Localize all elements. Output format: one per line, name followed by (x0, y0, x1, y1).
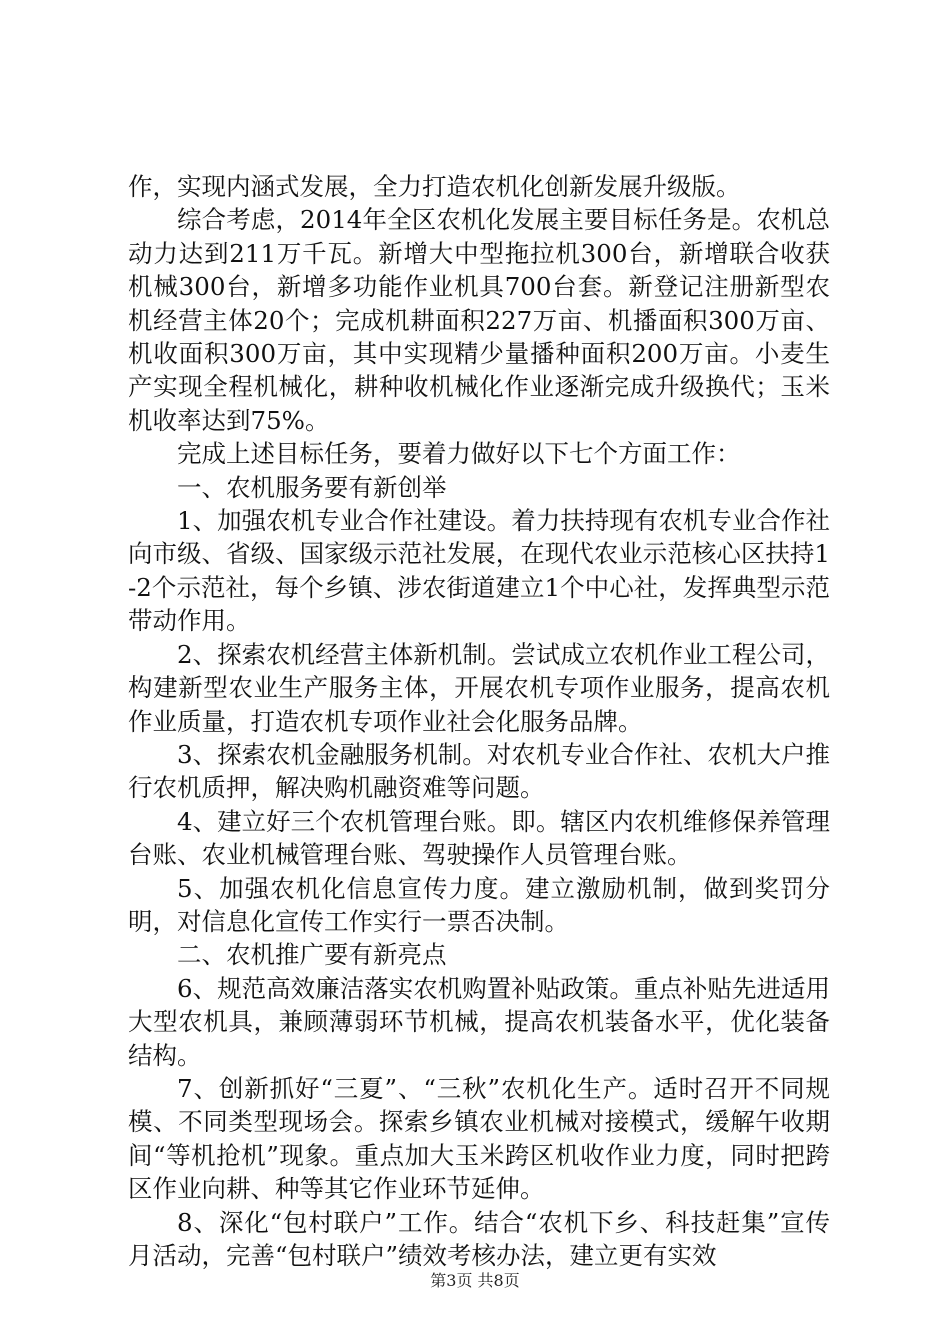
paragraph: 4、建立好三个农机管理台账。即。辖区内农机维修保养管理台账、农业机械管理台账、驾驶操作人员管理台账。 (128, 806, 830, 870)
page-footer: 第3页 共8页 (430, 1271, 520, 1290)
document-body (128, 170, 830, 1272)
paragraph: 作，实现内涵式发展，全力打造农机化创新发展升级版。 (128, 172, 741, 201)
paragraph: 7、创新抓好“三夏”、“三秋”农机化生产。适时召开不同规模、不同类型现场会。探索乡镇农业机械对接模式，缓解午收期间“等机抢机”现象。重点加大玉米跨区机收作业力度，同时把跨区作业向耕、种等其它作业环节延伸。 (128, 1073, 830, 1204)
paragraph: 8、深化“包村联户”工作。结合“农机下乡、科技赶集”宣传月活动，完善“包村联户”绩效考核办法，建立更有实效 (128, 1207, 830, 1270)
paragraph: 3、探索农机金融服务机制。对农机专业合作社、农机大户推行农机质押，解决购机融资难等问题。 (128, 739, 830, 803)
paragraph: 二、农机推广要有新亮点 (177, 940, 447, 970)
paragraph: 一、农机服务要有新创举 (177, 472, 447, 502)
paragraph: 1、加强农机专业合作社建设。着力扶持现有农机专业合作社向市级、省级、国家级示范社发展，在现代农业示范核心区扶持1-2个示范社，每个乡镇、涉农街道建立1个中心社，发挥典型示范带动作用。 (128, 506, 830, 636)
paragraph: 2、探索农机经营主体新机制。尝试成立农机作业工程公司，构建新型农业生产服务主体，开展农机专项作业服务，提高农机作业质量，打造农机专项作业社会化服务品牌。 (128, 639, 830, 736)
paragraph: 6、规范高效廉洁落实农机购置补贴政策。重点补贴先进适用大型农机具，兼顾薄弱环节机械，提高农机装备水平，优化装备结构。 (128, 973, 830, 1070)
paragraph: 5、加强农机化信息宣传力度。建立激励机制，做到奖罚分明，对信息化宣传工作实行一票否决制。 (128, 873, 830, 936)
paragraph: 完成上述目标任务，要着力做好以下七个方面工作： (177, 439, 741, 469)
paragraph: 综合考虑，2014年全区农机化发展主要目标任务是。农机总动力达到211万千瓦。新增大中型拖拉机300台，新增联合收获机械300台，新增多功能作业机具700台套。新登记注册新型农机经营主体20个；完成机耕面积227万亩、机播面积300万亩、机收面积300万亩，其中实现精少量播种面积200万亩。小麦生产实现全程机械化，耕种收机械化作业逐渐完成升级换代；玉米机收率达到75%。 (128, 205, 830, 435)
